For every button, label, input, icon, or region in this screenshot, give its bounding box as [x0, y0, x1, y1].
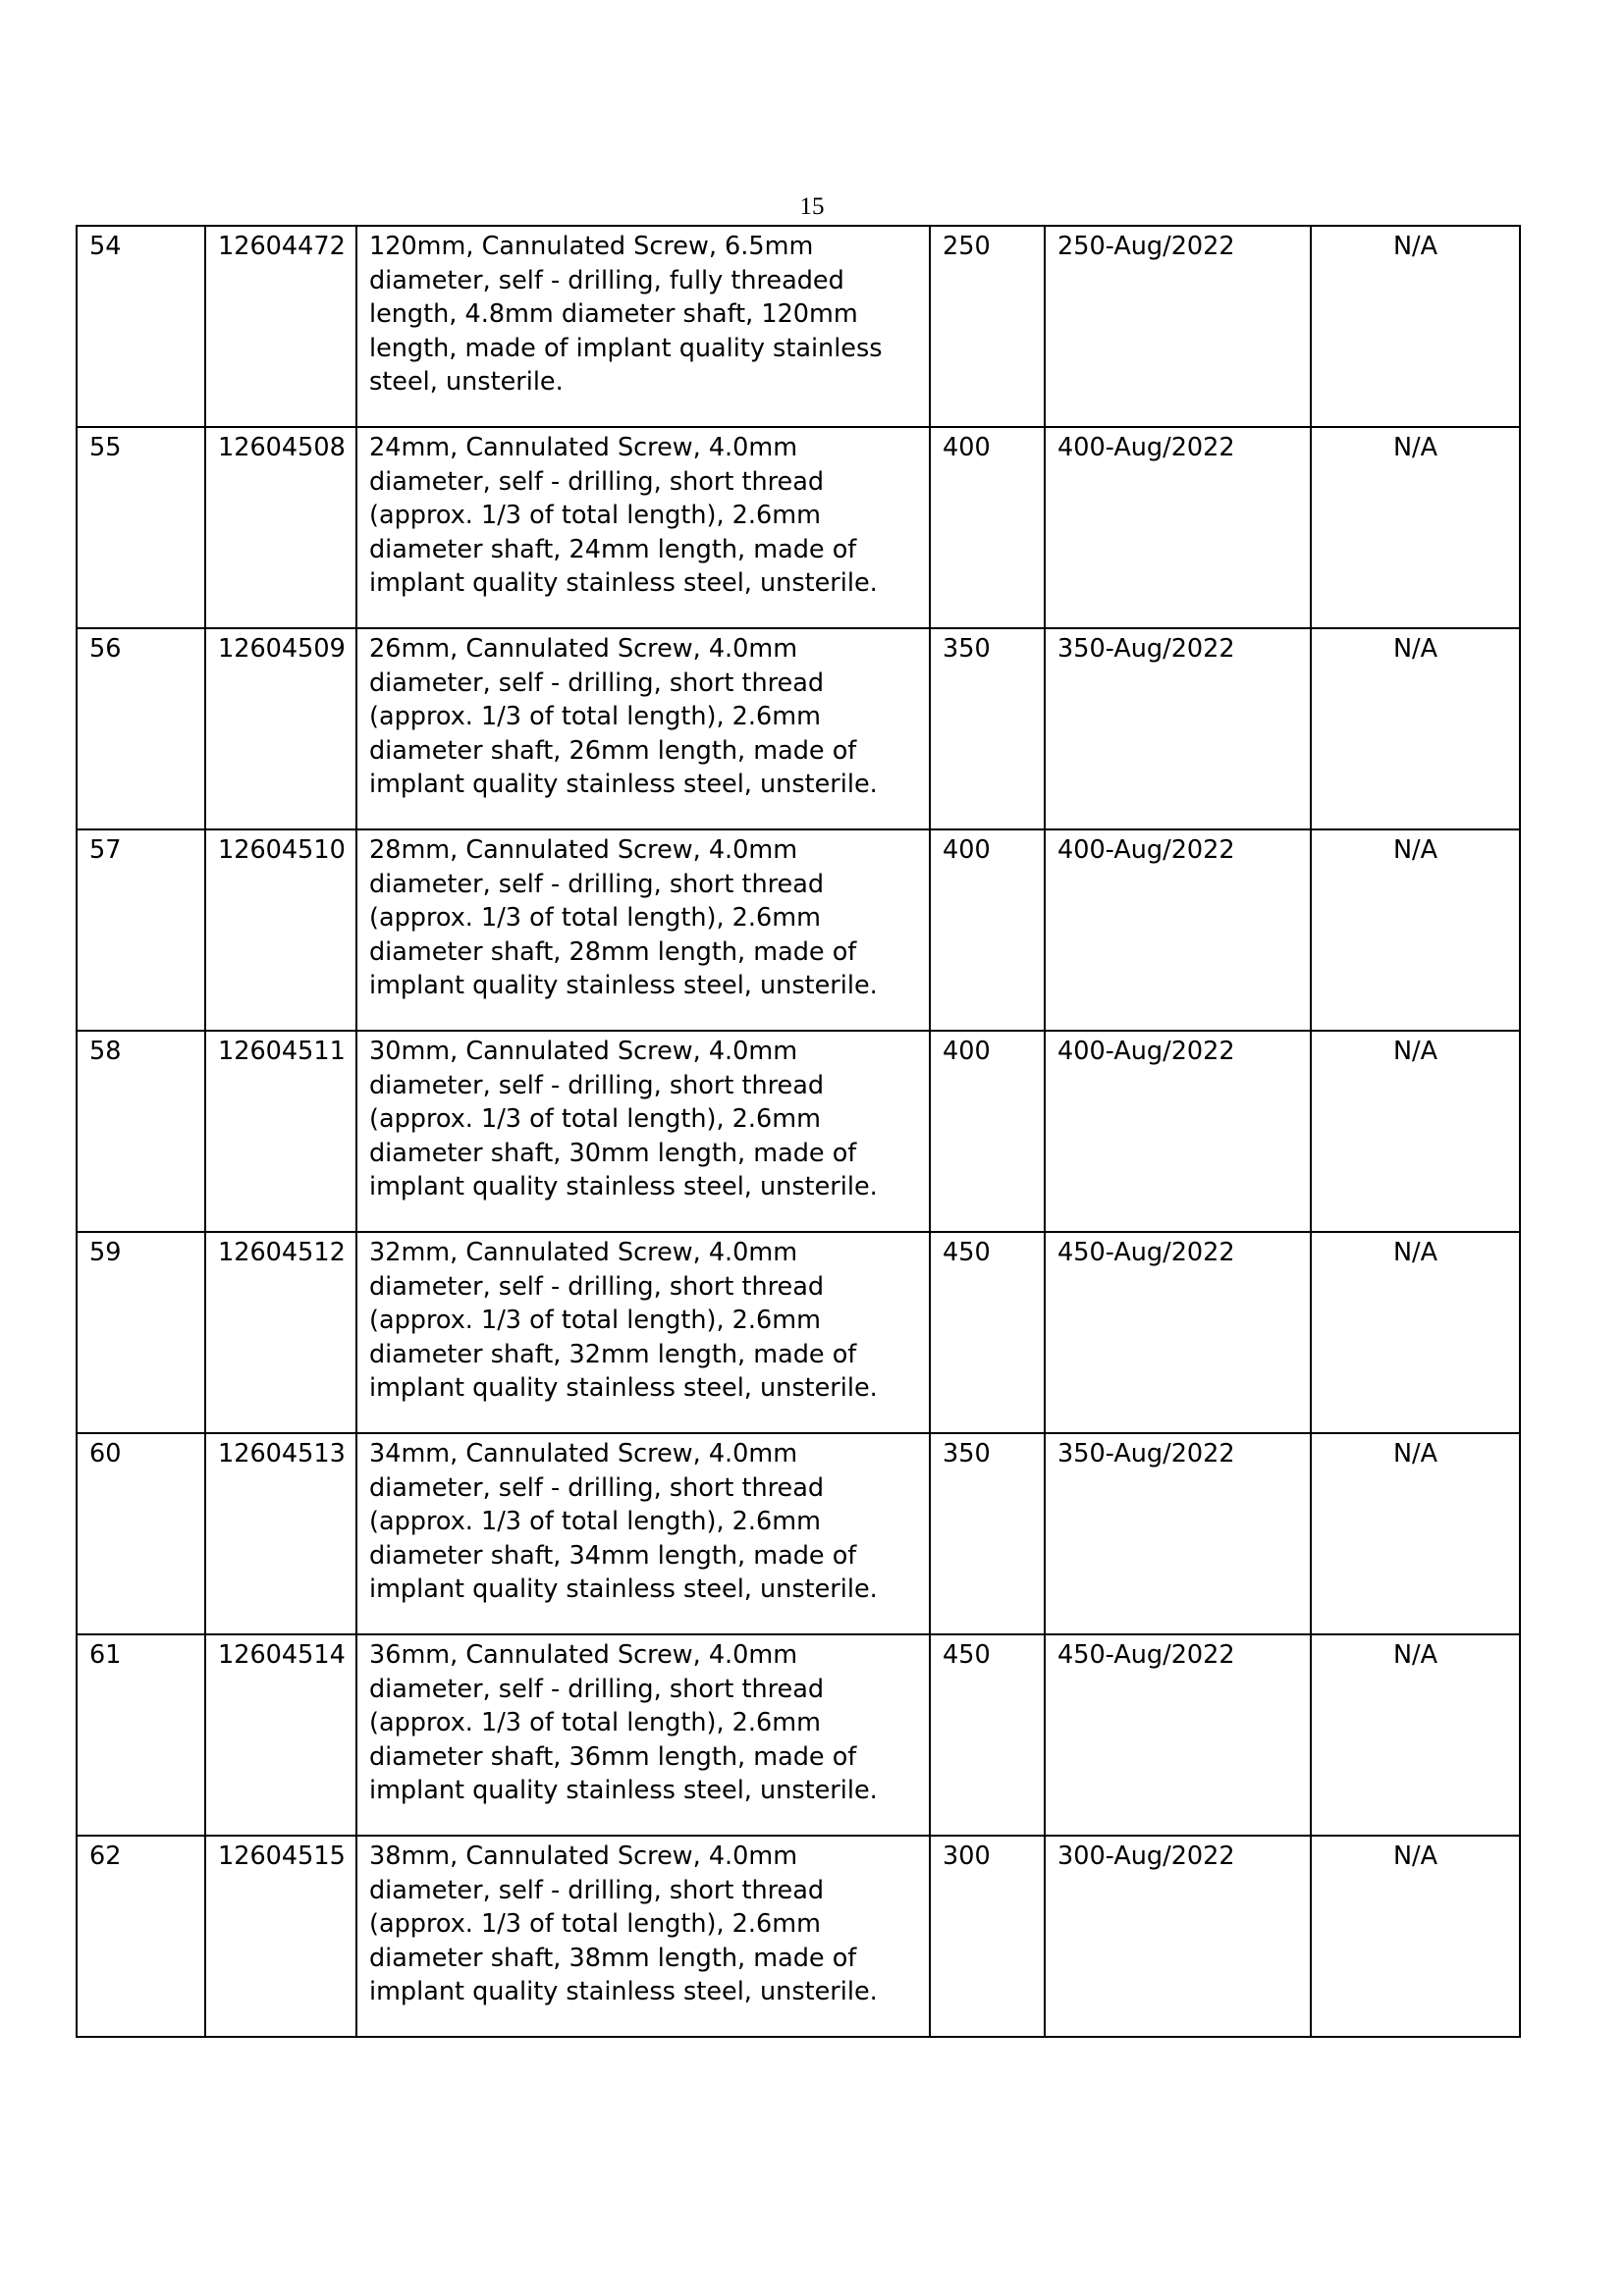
delivery-cell: 350-Aug/2022: [1045, 1433, 1311, 1634]
item-code-cell: 12604472: [205, 226, 356, 427]
description-cell: 28mm, Cannulated Screw, 4.0mm diameter, self - drilling, short thread (approx. 1/3 of total length), 2.6mm diameter shaft, 28mm length, made of implant quality stainless steel, unsterile.: [356, 829, 930, 1031]
description-cell: 30mm, Cannulated Screw, 4.0mm diameter, self - drilling, short thread (approx. 1/3 of total length), 2.6mm diameter shaft, 30mm length, made of implant quality stainless steel, unsterile.: [356, 1031, 930, 1232]
quantity-cell: 400: [930, 427, 1045, 628]
description-cell: 36mm, Cannulated Screw, 4.0mm diameter, self - drilling, short thread (approx. 1/3 of total length), 2.6mm diameter shaft, 36mm length, made of implant quality stainless steel, unsterile.: [356, 1634, 930, 1836]
item-number-cell: 54: [77, 226, 205, 427]
item-number-cell: 61: [77, 1634, 205, 1836]
remark-cell: N/A: [1311, 1031, 1520, 1232]
quantity-cell: 450: [930, 1634, 1045, 1836]
description-cell: 32mm, Cannulated Screw, 4.0mm diameter, self - drilling, short thread (approx. 1/3 of total length), 2.6mm diameter shaft, 32mm length, made of implant quality stainless steel, unsterile.: [356, 1232, 930, 1433]
item-code-cell: 12604512: [205, 1232, 356, 1433]
table-row: [77, 1836, 1520, 2037]
quantity-cell: 350: [930, 628, 1045, 829]
table-row: [77, 427, 1520, 628]
item-number-cell: 60: [77, 1433, 205, 1634]
remark-cell: N/A: [1311, 1433, 1520, 1634]
delivery-cell: 450-Aug/2022: [1045, 1232, 1311, 1433]
remark-cell: N/A: [1311, 829, 1520, 1031]
quantity-cell: 350: [930, 1433, 1045, 1634]
item-code-cell: 12604510: [205, 829, 356, 1031]
delivery-cell: 400-Aug/2022: [1045, 1031, 1311, 1232]
description-cell: 24mm, Cannulated Screw, 4.0mm diameter, self - drilling, short thread (approx. 1/3 of total length), 2.6mm diameter shaft, 24mm length, made of implant quality stainless steel, unsterile.: [356, 427, 930, 628]
item-number-cell: 58: [77, 1031, 205, 1232]
delivery-cell: 350-Aug/2022: [1045, 628, 1311, 829]
table-row: [77, 829, 1520, 1031]
remark-cell: N/A: [1311, 427, 1520, 628]
remark-cell: N/A: [1311, 226, 1520, 427]
item-code-cell: 12604514: [205, 1634, 356, 1836]
table-row: [77, 628, 1520, 829]
table-row: [77, 1031, 1520, 1232]
item-number-cell: 62: [77, 1836, 205, 2037]
remark-cell: N/A: [1311, 628, 1520, 829]
delivery-cell: 400-Aug/2022: [1045, 427, 1311, 628]
description-cell: 26mm, Cannulated Screw, 4.0mm diameter, self - drilling, short thread (approx. 1/3 of total length), 2.6mm diameter shaft, 26mm length, made of implant quality stainless steel, unsterile.: [356, 628, 930, 829]
table-row: [77, 1232, 1520, 1433]
item-number-cell: 55: [77, 427, 205, 628]
delivery-cell: 250-Aug/2022: [1045, 226, 1311, 427]
items-table: [76, 225, 1521, 2038]
delivery-cell: 450-Aug/2022: [1045, 1634, 1311, 1836]
item-code-cell: 12604511: [205, 1031, 356, 1232]
item-code-cell: 12604508: [205, 427, 356, 628]
remark-cell: N/A: [1311, 1232, 1520, 1433]
quantity-cell: 400: [930, 1031, 1045, 1232]
table-row: [77, 226, 1520, 427]
description-cell: 34mm, Cannulated Screw, 4.0mm diameter, self - drilling, short thread (approx. 1/3 of total length), 2.6mm diameter shaft, 34mm length, made of implant quality stainless steel, unsterile.: [356, 1433, 930, 1634]
quantity-cell: 400: [930, 829, 1045, 1031]
quantity-cell: 450: [930, 1232, 1045, 1433]
quantity-cell: 250: [930, 226, 1045, 427]
item-number-cell: 56: [77, 628, 205, 829]
quantity-cell: 300: [930, 1836, 1045, 2037]
item-code-cell: 12604509: [205, 628, 356, 829]
description-cell: 120mm, Cannulated Screw, 6.5mm diameter, self - drilling, fully threaded length, 4.8mm diameter shaft, 120mm length, made of implant quality stainless steel, unsterile.: [356, 226, 930, 427]
item-number-cell: 59: [77, 1232, 205, 1433]
item-code-cell: 12604513: [205, 1433, 356, 1634]
description-cell: 38mm, Cannulated Screw, 4.0mm diameter, self - drilling, short thread (approx. 1/3 of total length), 2.6mm diameter shaft, 38mm length, made of implant quality stainless steel, unsterile.: [356, 1836, 930, 2037]
table-row: [77, 1634, 1520, 1836]
delivery-cell: 400-Aug/2022: [1045, 829, 1311, 1031]
delivery-cell: 300-Aug/2022: [1045, 1836, 1311, 2037]
item-number-cell: 57: [77, 829, 205, 1031]
remark-cell: N/A: [1311, 1836, 1520, 2037]
item-code-cell: 12604515: [205, 1836, 356, 2037]
page-number: 15: [799, 193, 825, 220]
remark-cell: N/A: [1311, 1634, 1520, 1836]
table-row: [77, 1433, 1520, 1634]
